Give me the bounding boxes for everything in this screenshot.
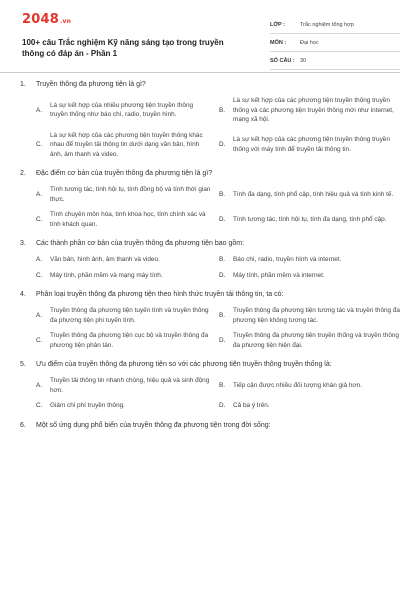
meta-key: SỐ CÂU : bbox=[270, 57, 295, 64]
option-letter: B. bbox=[219, 106, 226, 114]
option-text: Cả ba ý trên. bbox=[233, 402, 270, 409]
question-number: 2. bbox=[20, 170, 26, 177]
header-divider bbox=[0, 72, 400, 73]
option-letter: A. bbox=[36, 190, 43, 198]
answer-options bbox=[18, 96, 394, 159]
option-letter: B. bbox=[219, 190, 226, 198]
answer-option[interactable] bbox=[219, 306, 400, 325]
question-number: 4. bbox=[20, 291, 26, 298]
option-letter: D. bbox=[219, 402, 226, 409]
option-text: Truyền thông đa phương tiện tương tác và truyền thông đa phương tiện không tương tác. bbox=[233, 307, 400, 324]
question-text: Ưu điểm của truyền thông đa phương tiện so với các phương tiện truyền thông truyền thống là: bbox=[36, 361, 332, 368]
option-letter: C. bbox=[36, 336, 43, 344]
option-text: Truyền thông đa phương tiện truyền thống và truyền thông đa phương tiện hiện đại. bbox=[233, 332, 399, 349]
logo-suffix: .vn bbox=[59, 18, 72, 25]
option-letter: D. bbox=[219, 141, 226, 148]
question-item bbox=[18, 421, 386, 431]
answer-option[interactable] bbox=[36, 271, 211, 281]
option-text: Là sự kết hợp của nhiều phương tiện truyền thông truyền thống như báo chí, radio, truyền hình. bbox=[50, 101, 194, 119]
option-text: Báo chí, radio, truyền hình và internet. bbox=[233, 256, 342, 263]
answer-option[interactable] bbox=[219, 185, 400, 204]
answer-option[interactable] bbox=[219, 271, 400, 281]
option-text: Là sự kết hợp của các phương tiện truyền thông truyền thống và các phương tiện truyền thông mới như internet, mạng xã hội. bbox=[233, 97, 394, 123]
option-letter: C. bbox=[36, 141, 43, 148]
question-text: Một số ứng dụng phổ biến của truyền thông đa phương tiện trong đời sống: bbox=[36, 421, 271, 429]
question-number: 3. bbox=[20, 240, 26, 247]
option-text: Máy tính, phần mềm và internet. bbox=[233, 271, 325, 279]
document-title: 100+ câu Trắc nghiệm Kỹ năng sáng tạo trong truyền thông có đáp án - Phần 1 bbox=[22, 38, 224, 58]
option-text: Tính chuyên môn hóa, tính khoa học, tính chính xác và tính khách quan. bbox=[50, 211, 206, 228]
meta-row-count bbox=[270, 52, 400, 70]
option-text: Tính đa dạng, tính phổ cập, tính hiệu quả và tính kinh tế. bbox=[233, 190, 394, 198]
answer-option[interactable] bbox=[36, 331, 211, 350]
option-letter: D. bbox=[219, 271, 226, 279]
option-letter: C. bbox=[36, 215, 43, 223]
answer-option[interactable] bbox=[219, 331, 400, 350]
question-number: 5. bbox=[20, 361, 26, 368]
answer-option[interactable] bbox=[36, 255, 211, 265]
option-letter: A. bbox=[36, 106, 43, 114]
answer-option[interactable] bbox=[36, 401, 211, 411]
question-text: Đặc điểm cơ bản của truyền thông đa phương tiện là gì? bbox=[36, 170, 213, 177]
question-text: Các thành phần cơ bản của truyền thông đa phương tiện bao gồm: bbox=[36, 240, 245, 247]
option-letter: B. bbox=[219, 381, 226, 389]
question-text: Truyền thông đa phương tiện là gì? bbox=[36, 81, 146, 88]
answer-option[interactable] bbox=[36, 96, 211, 125]
answer-option[interactable] bbox=[219, 210, 400, 229]
question-text: Phân loại truyền thông đa phương tiện theo hình thức truyền tải thông tin, ta có: bbox=[36, 291, 284, 298]
answer-options bbox=[18, 255, 386, 280]
option-letter: A. bbox=[36, 256, 43, 263]
option-text: Truyền thông đa phương tiện cục bộ và truyền thông đa phương tiện phân tán. bbox=[50, 332, 209, 349]
question-list bbox=[18, 80, 400, 441]
option-text: Văn bản, hình ảnh, âm thanh và video. bbox=[50, 256, 160, 263]
answer-options bbox=[18, 306, 400, 350]
option-letter: D. bbox=[219, 215, 226, 223]
option-text: Tính tương tác, tính hội tụ, tính đa dạng, tính phổ cập. bbox=[233, 215, 387, 223]
meta-value: Đại học bbox=[300, 39, 319, 46]
answer-options bbox=[18, 185, 394, 229]
option-letter: D. bbox=[219, 336, 226, 344]
option-text: Tính tương tác, tính hội tụ, tính đồng bộ và tính thời gian thực. bbox=[50, 186, 211, 203]
question-item bbox=[18, 169, 394, 229]
answer-option[interactable] bbox=[219, 255, 400, 265]
option-letter: C. bbox=[36, 402, 43, 409]
option-text: Tiếp cận được nhiều đối tượng khán giả hơn. bbox=[233, 381, 362, 389]
document-meta bbox=[270, 16, 400, 70]
option-letter: B. bbox=[219, 311, 226, 319]
logo-main: 2048 bbox=[22, 12, 59, 27]
option-letter: B. bbox=[219, 256, 226, 263]
question-number: 1. bbox=[20, 81, 26, 88]
site-logo[interactable] bbox=[22, 12, 71, 27]
answer-option[interactable] bbox=[36, 210, 211, 229]
meta-value: Trắc nghiệm tổng hợp bbox=[300, 21, 354, 28]
answer-option[interactable] bbox=[219, 376, 400, 395]
question-item bbox=[18, 290, 400, 350]
answer-option[interactable] bbox=[219, 96, 400, 125]
option-text: Truyền thông đa phương tiện tuyến tính và truyền thông đa phương tiện phi tuyến tính. bbox=[50, 307, 209, 324]
meta-row-subject bbox=[270, 34, 400, 52]
document-header bbox=[18, 6, 388, 76]
answer-options bbox=[18, 376, 386, 411]
option-text: Truyền tải thông tin nhanh chóng, hiệu quả và sinh động hơn. bbox=[50, 377, 210, 394]
answer-option[interactable] bbox=[36, 306, 211, 325]
question-item bbox=[18, 360, 386, 411]
option-text: Là sự kết hợp của các phương tiện truyền thông truyền thống với máy tính để truyền tải thông tin. bbox=[233, 136, 390, 153]
answer-option[interactable] bbox=[36, 376, 211, 395]
answer-option[interactable] bbox=[36, 185, 211, 204]
option-text: Giảm chi phí truyền thông. bbox=[50, 402, 125, 409]
answer-option[interactable] bbox=[219, 131, 400, 160]
meta-key: LỚP : bbox=[270, 21, 285, 28]
answer-option[interactable] bbox=[219, 401, 400, 411]
option-letter: A. bbox=[36, 311, 43, 319]
option-letter: A. bbox=[36, 381, 43, 389]
question-number: 6. bbox=[20, 421, 26, 429]
option-letter: C. bbox=[36, 271, 43, 279]
option-text: Máy tính, phần mềm và mạng máy tính. bbox=[50, 271, 163, 279]
meta-row-class bbox=[270, 16, 400, 34]
question-item bbox=[18, 80, 394, 159]
meta-value: 30 bbox=[300, 57, 307, 64]
meta-key: MÔN : bbox=[270, 39, 287, 46]
answer-option[interactable] bbox=[36, 131, 211, 160]
question-item bbox=[18, 239, 386, 280]
option-text: Là sự kết hợp của các phương tiện truyền thông khác nhau để truyền tải thông tin dưới dạng văn bản, hình ảnh, âm thanh và video. bbox=[50, 131, 203, 158]
